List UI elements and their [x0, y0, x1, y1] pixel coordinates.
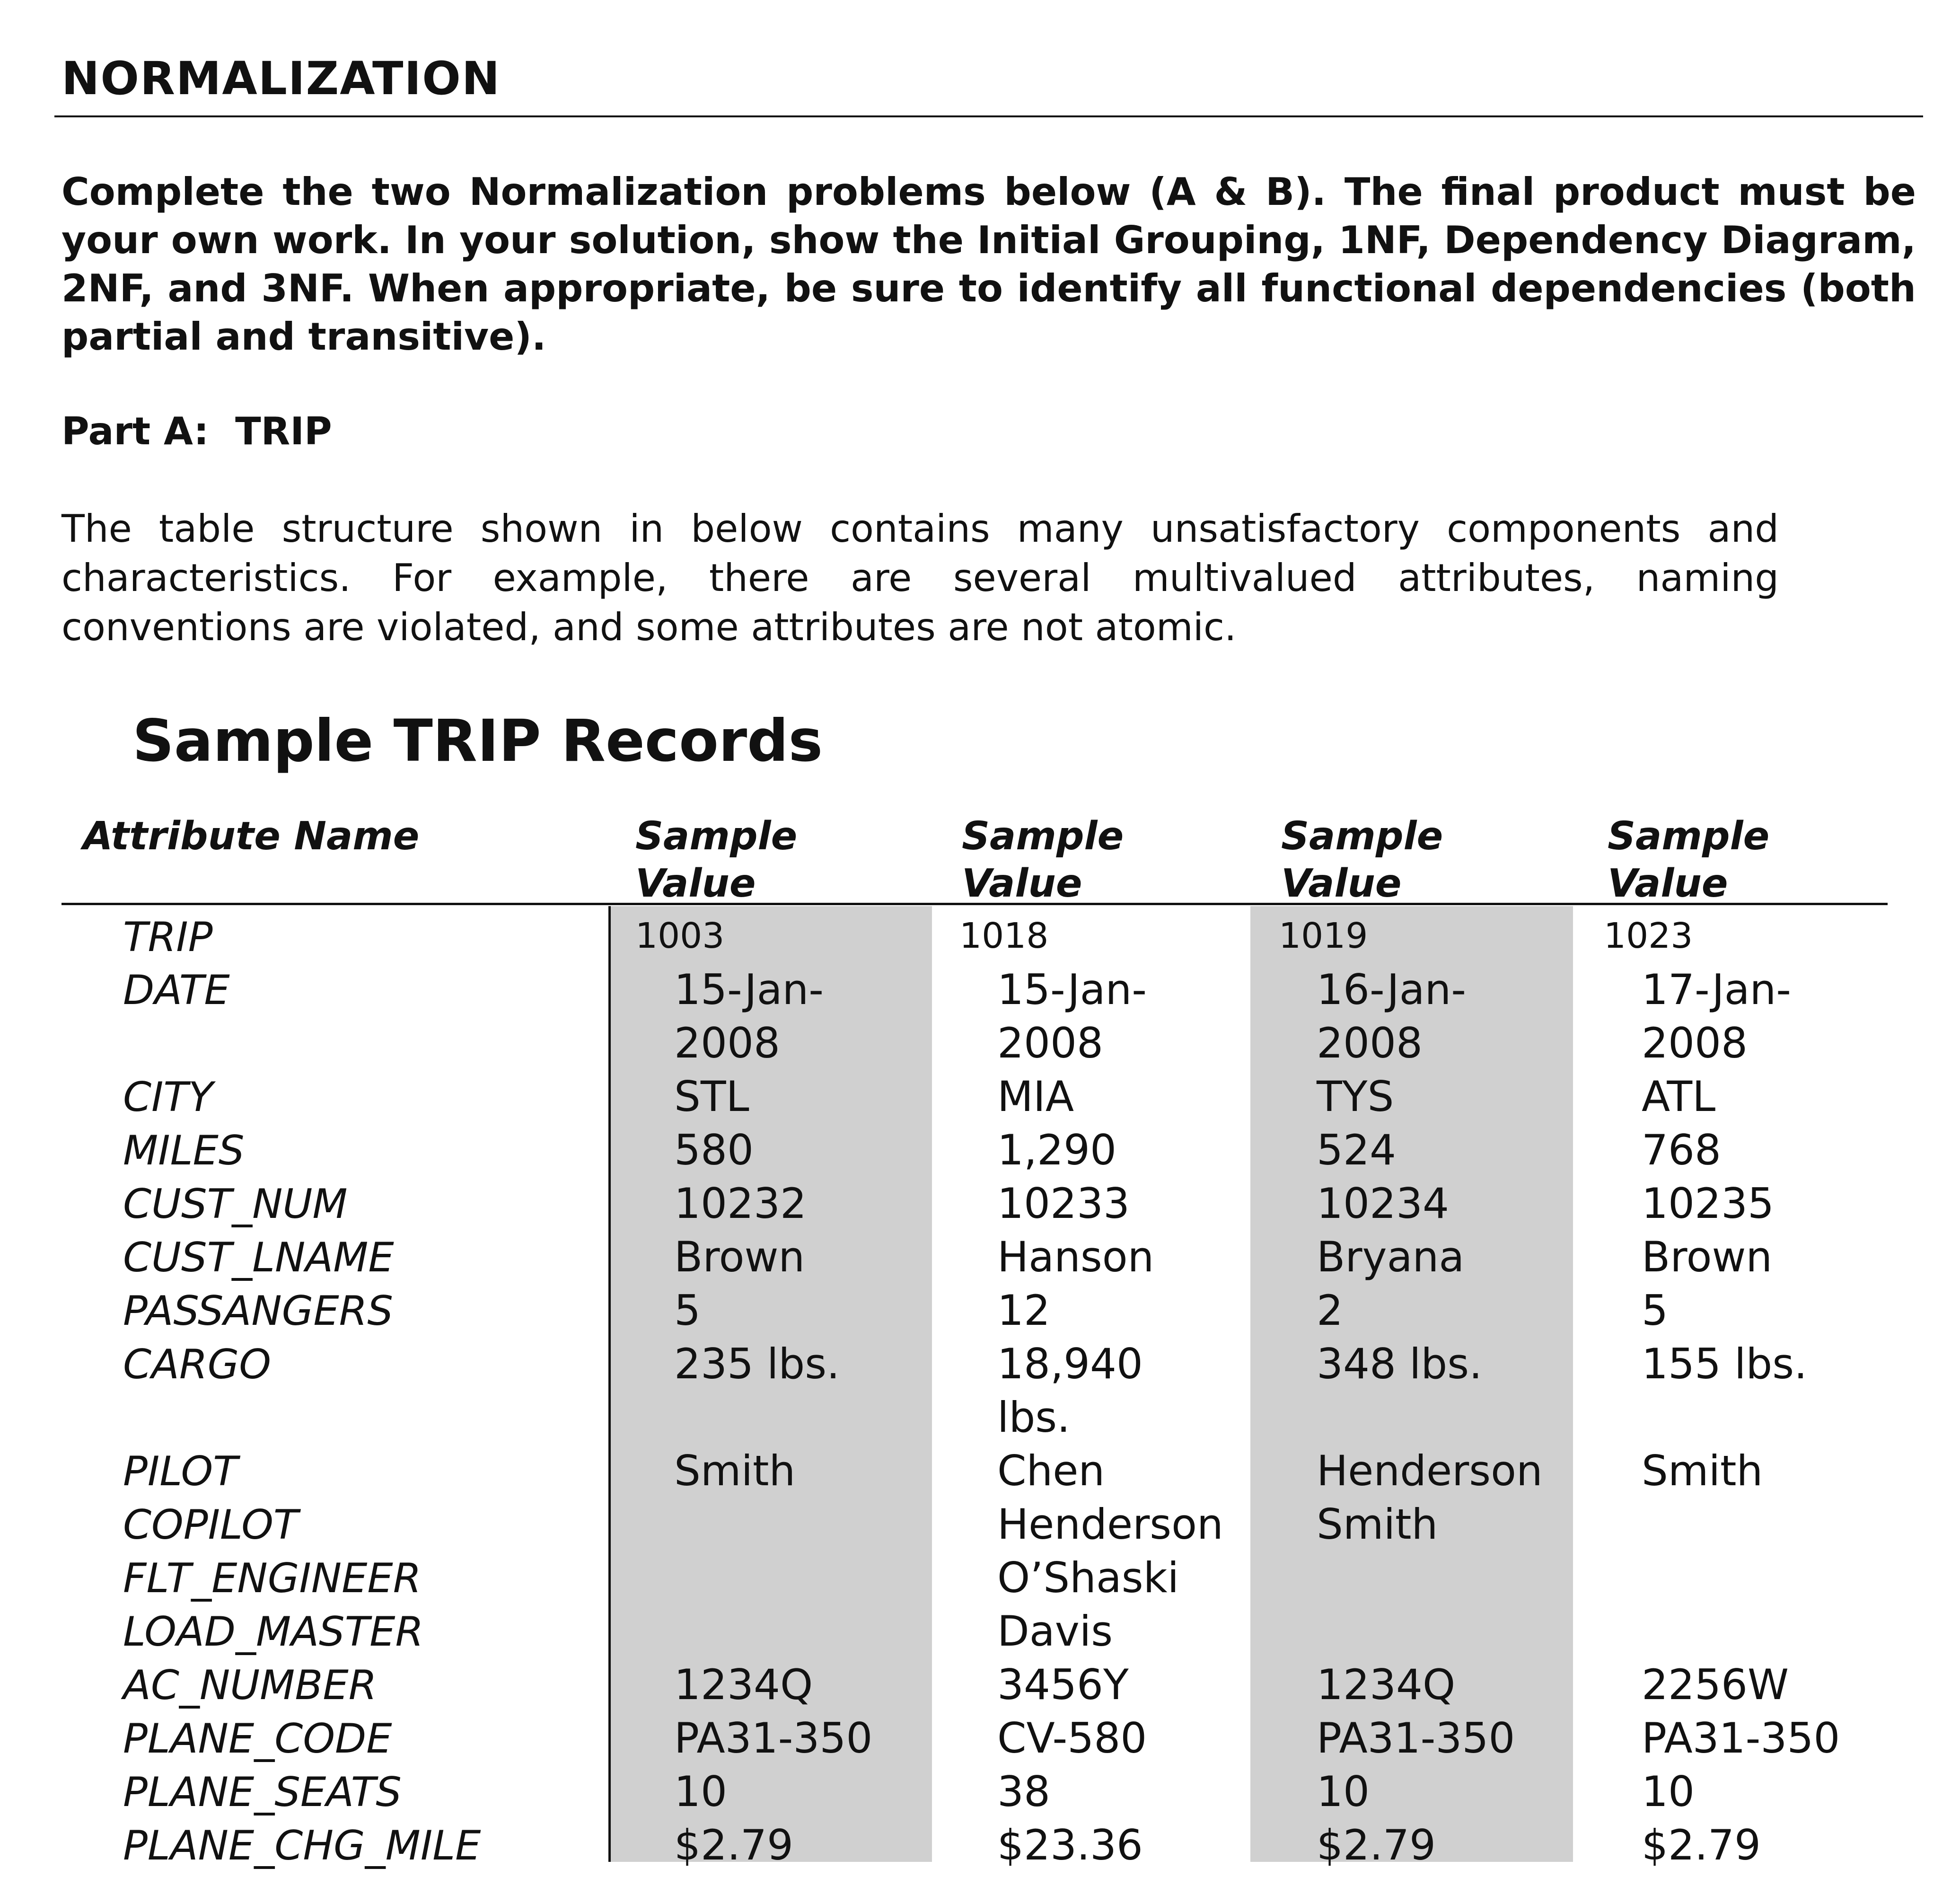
cell-city: TYS [1317, 1072, 1394, 1121]
attribute-label: PLANE_SEATS [123, 1769, 402, 1816]
page-title: NORMALIZATION [62, 52, 501, 105]
cell-passangers: 5 [674, 1286, 701, 1335]
cell-load-master: Davis [997, 1607, 1113, 1656]
cell-plane-code: PA31-350 [1642, 1714, 1840, 1763]
attribute-label: TRIP [123, 914, 213, 961]
table-title: Sample TRIP Records [132, 707, 823, 775]
cell-cust-num: 10233 [997, 1179, 1130, 1228]
cell-date: 2008 [997, 1019, 1103, 1067]
cell-cust-num: 10232 [674, 1179, 807, 1228]
cell-cust-lname: Bryana [1317, 1233, 1465, 1281]
attribute-label: MILES [123, 1127, 245, 1174]
description-paragraph: The table structure shown in below contains many unsatisfactory components and characteristics. For example, there are several multivalued attributes, naming conventions are violated, and some attributes are not atomic. [62, 507, 1779, 649]
header-sample-value: Sample Value [962, 814, 1124, 906]
cell-copilot: Henderson [997, 1500, 1223, 1549]
header-sample-value: Sample Value [1608, 814, 1770, 906]
cell-date: 2008 [1317, 1019, 1423, 1067]
cell-date: 17-Jan- [1642, 965, 1792, 1014]
cell-cust-lname: Brown [1642, 1233, 1773, 1281]
cell-plane-chg-mile: $2.79 [1317, 1821, 1436, 1869]
attribute-label: CITY [123, 1074, 213, 1121]
cell-miles: 580 [674, 1126, 754, 1174]
attribute-label: PLANE_CHG_MILE [123, 1822, 481, 1869]
cell-passangers: 2 [1317, 1286, 1343, 1335]
cell-pilot: Chen [997, 1446, 1105, 1495]
cell-cust-lname: Hanson [997, 1233, 1154, 1281]
attribute-label: PILOT [123, 1448, 238, 1495]
cell-plane-seats: 10 [1642, 1767, 1695, 1816]
attribute-label: COPILOT [123, 1501, 299, 1549]
attribute-label: LOAD_MASTER [123, 1608, 424, 1656]
cell-ac-number: 1234Q [1317, 1660, 1456, 1709]
attribute-label: PASSANGERS [123, 1287, 394, 1335]
cell-city: STL [674, 1072, 749, 1121]
cell-plane-seats: 38 [997, 1767, 1050, 1816]
header-attribute-name: Attribute Name [83, 814, 420, 859]
cell-miles: 1,290 [997, 1126, 1116, 1174]
cell-cargo: 18,940 [997, 1340, 1143, 1388]
cell-city: MIA [997, 1072, 1074, 1121]
cell-plane-chg-mile: $2.79 [674, 1821, 793, 1869]
title-divider [54, 115, 1923, 117]
attribute-label: PLANE_CODE [123, 1715, 392, 1763]
attribute-label: CARGO [123, 1341, 271, 1388]
trip-number: 1019 [1279, 916, 1368, 956]
attribute-label: AC_NUMBER [123, 1662, 377, 1709]
cell-cargo: 235 lbs. [674, 1340, 840, 1388]
cell-copilot: Smith [1317, 1500, 1438, 1549]
cell-plane-code: PA31-350 [674, 1714, 873, 1763]
attribute-label: DATE [123, 967, 230, 1014]
header-sample-value: Sample Value [635, 814, 798, 906]
cell-ac-number: 3456Y [997, 1660, 1129, 1709]
cell-cust-num: 10235 [1642, 1179, 1774, 1228]
cell-ac-number: 2256W [1642, 1660, 1789, 1709]
cell-plane-code: CV-580 [997, 1714, 1147, 1763]
attribute-label: CUST_NUM [123, 1181, 348, 1228]
cell-date: 16-Jan- [1317, 965, 1467, 1014]
attribute-label: FLT_ENGINEER [123, 1555, 422, 1602]
cell-date: 15-Jan- [674, 965, 824, 1014]
cell-date: 15-Jan- [997, 965, 1147, 1014]
column-divider [608, 906, 611, 1862]
cell-ac-number: 1234Q [674, 1660, 813, 1709]
cell-miles: 768 [1642, 1126, 1721, 1174]
cell-cargo: 155 lbs. [1642, 1340, 1808, 1388]
cell-plane-seats: 10 [674, 1767, 727, 1816]
cell-passangers: 12 [997, 1286, 1050, 1335]
cell-flt-engineer: O’Shaski [997, 1553, 1179, 1602]
header-divider [62, 903, 1888, 905]
part-a-heading: Part A: TRIP [62, 409, 332, 453]
cell-plane-chg-mile: $2.79 [1642, 1821, 1761, 1869]
cell-date: 2008 [1642, 1019, 1748, 1067]
cell-cargo: lbs. [997, 1393, 1071, 1442]
attribute-label: CUST_LNAME [123, 1234, 394, 1281]
cell-cargo: 348 lbs. [1317, 1340, 1483, 1388]
cell-cust-num: 10234 [1317, 1179, 1449, 1228]
cell-miles: 524 [1317, 1126, 1396, 1174]
header-sample-value: Sample Value [1281, 814, 1443, 906]
trip-number: 1018 [959, 916, 1049, 956]
trip-number: 1023 [1604, 916, 1693, 956]
cell-date: 2008 [674, 1019, 780, 1067]
cell-pilot: Henderson [1317, 1446, 1543, 1495]
cell-pilot: Smith [1642, 1446, 1763, 1495]
cell-plane-code: PA31-350 [1317, 1714, 1515, 1763]
cell-plane-seats: 10 [1317, 1767, 1370, 1816]
cell-plane-chg-mile: $23.36 [997, 1821, 1143, 1869]
cell-passangers: 5 [1642, 1286, 1668, 1335]
trip-number: 1003 [635, 916, 725, 956]
cell-cust-lname: Brown [674, 1233, 805, 1281]
cell-city: ATL [1642, 1072, 1716, 1121]
instructions-paragraph: Complete the two Normalization problems below (A & B). The final product must be your own work. In your solution, show the Initial Grouping, 1NF, Dependency Diagram, 2NF, and 3NF. When appropriate, be sure to identify all functional dependencies (both partial and transitive). [62, 170, 1916, 359]
cell-pilot: Smith [674, 1446, 796, 1495]
